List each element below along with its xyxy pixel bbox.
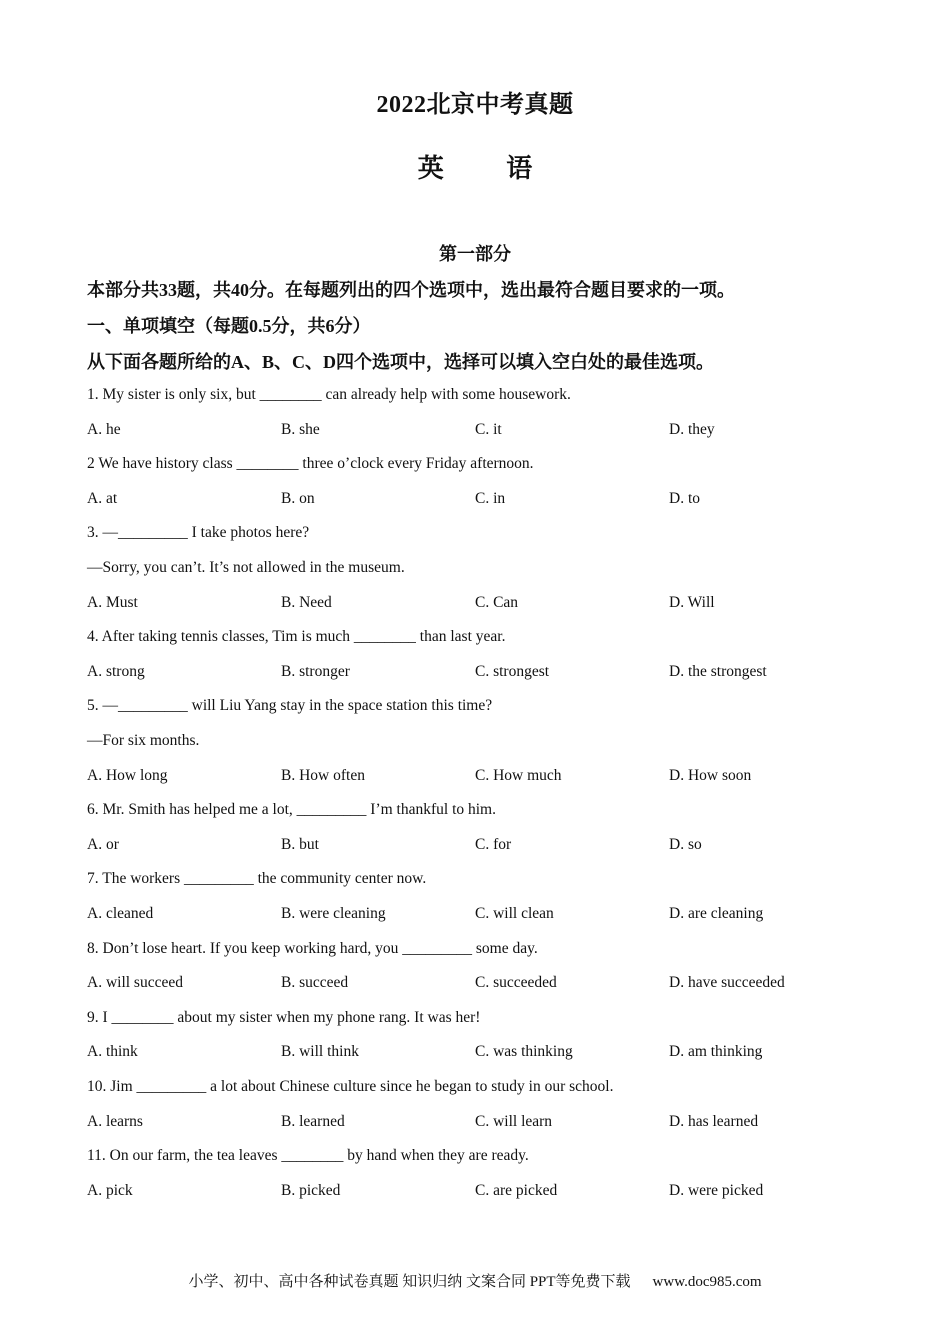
option-d: D. have succeeded [669, 974, 785, 992]
question-stem: 8. Don’t lose heart. If you keep working hard, you _________ some day. [87, 939, 538, 957]
option-c: C. How much [475, 766, 562, 784]
option-c: C. it [475, 420, 502, 438]
option-c: C. will clean [475, 905, 554, 922]
question-stem: 7. The workers _________ the community center now. [87, 870, 427, 888]
question-dialogue-line: —For six months. [87, 732, 200, 749]
option-d: D. are cleaning [669, 905, 764, 922]
question-stem: 4. After taking tennis classes, Tim is much ________ than last year. [87, 628, 506, 646]
option-d: D. has learned [669, 1112, 759, 1130]
option-b: B. learned [281, 1112, 345, 1130]
question-stem: 9. I ________ about my sister when my phone rang. It was her! [87, 1008, 481, 1026]
option-d: D. to [669, 489, 700, 507]
option-c: C. Can [475, 593, 519, 611]
option-b: B. picked [281, 1181, 341, 1199]
option-a: A. Must [87, 593, 138, 611]
option-a: A. learns [87, 1112, 143, 1130]
question-stem: 3. —_________ I take photos here? [87, 524, 310, 542]
option-c: C. in [475, 489, 506, 507]
part-instruction: 本部分共33题，共40分。在每题列出的四个选项中，选出最符合题目要求的一项。 [87, 280, 735, 300]
option-b: B. will think [281, 1043, 359, 1061]
part-heading: 第一部分 [439, 244, 511, 264]
section-instruction: 从下面各题所给的A、B、C、D四个选项中，选择可以填入空白处的最佳选项。 [87, 352, 714, 372]
option-d: D. the strongest [669, 662, 767, 680]
option-a: A. think [87, 1043, 138, 1061]
question-stem: 6. Mr. Smith has helped me a lot, _________ I’m thankful to him. [87, 801, 496, 819]
option-c: C. succeeded [475, 974, 557, 992]
subject-title: 英 语 [417, 154, 561, 183]
option-d: D. they [669, 420, 715, 438]
footer-text: 小学、初中、高中各种试卷真题 知识归纳 文案合同 PPT等免费下载 [188, 1274, 631, 1290]
option-b: B. stronger [281, 662, 350, 680]
question-stem: 5. —_________ will Liu Yang stay in the space station this time? [87, 697, 493, 715]
option-a: A. strong [87, 662, 145, 680]
option-c: C. are picked [475, 1181, 558, 1199]
option-a: A. cleaned [87, 905, 154, 922]
option-a: A. How long [87, 766, 168, 784]
option-b: B. on [281, 489, 315, 507]
option-d: D. so [669, 835, 702, 853]
option-c: C. strongest [475, 662, 550, 680]
option-c: C. will learn [475, 1112, 553, 1130]
exam-title: 2022北京中考真题 [376, 92, 574, 118]
footer-url[interactable]: www.doc985.com [652, 1274, 762, 1290]
option-b: B. Need [281, 593, 332, 611]
section-heading: 一、单项填空（每题0.5分，共6分） [87, 316, 371, 336]
option-d: D. How soon [669, 766, 752, 784]
option-b: B. How often [281, 766, 365, 784]
question-stem: 1. My sister is only six, but ________ can already help with some housework. [87, 386, 571, 403]
option-a: A. will succeed [87, 974, 183, 992]
option-d: D. were picked [669, 1181, 764, 1199]
option-b: B. were cleaning [281, 905, 386, 922]
question-stem: 11. On our farm, the tea leaves ________ by hand when they are ready. [87, 1147, 529, 1165]
option-a: A. at [87, 489, 118, 507]
option-b: B. but [281, 835, 319, 853]
option-a: A. or [87, 835, 119, 853]
option-c: C. was thinking [475, 1043, 573, 1061]
option-a: A. he [87, 420, 121, 438]
option-d: D. am thinking [669, 1043, 763, 1061]
option-c: C. for [475, 835, 512, 853]
page-footer [0, 1270, 950, 1291]
option-d: D. Will [669, 593, 715, 611]
option-b: B. she [281, 420, 320, 438]
question-stem: 2 We have history class ________ three o’clock every Friday afternoon. [87, 455, 534, 473]
option-b: B. succeed [281, 974, 349, 992]
question-stem: 10. Jim _________ a lot about Chinese culture since he began to study in our school. [87, 1078, 614, 1095]
question-dialogue-line: —Sorry, you can’t. It’s not allowed in the museum. [87, 559, 405, 576]
option-a: A. pick [87, 1181, 133, 1199]
